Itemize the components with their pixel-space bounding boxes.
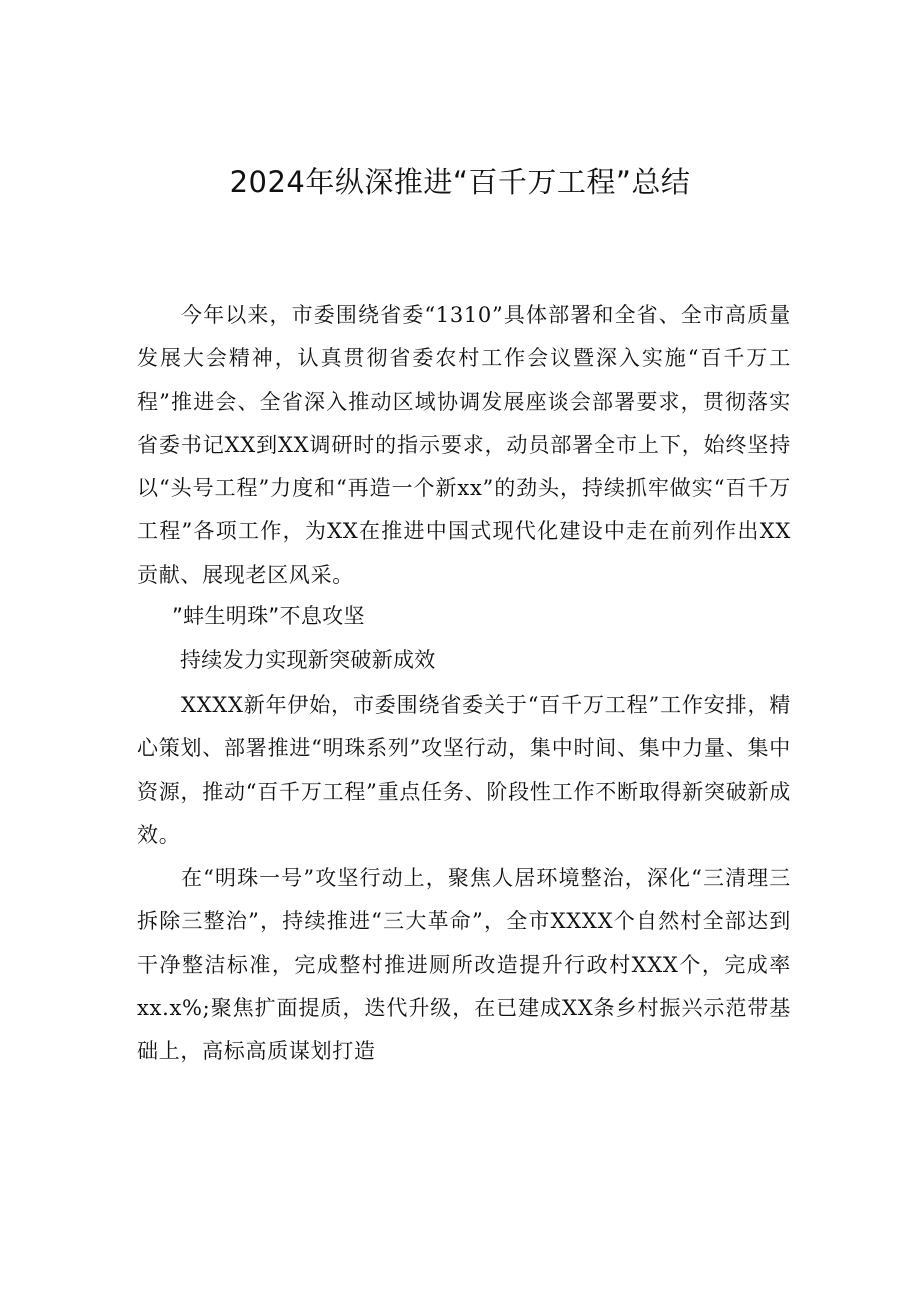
body-paragraph: 在“明珠一号”攻坚行动上，聚焦人居环境整治，深化“三清理三拆除三整治”，持续推进“三大革命”，全市XXXX个自然村全部达到干净整洁标准，完成整村推进厕所改造提升行政村XXX个，完成率xx.x%;聚焦扩面提质，迭代升级，在已建成XX条乡村振兴示范带基础上，高标高质谋划打造 bbox=[137, 866, 791, 1064]
body-paragraph: XXXX新年伊始，市委围绕省委关于“百千万工程”工作安排，精心策划、部署推进“明珠系列”攻坚行动，集中时间、集中力量、集中资源，推动“百千万工程”重点任务、阶段性工作不断取得新突破新成效。 bbox=[137, 693, 791, 847]
document-title: 2024年纵深推进“百千万工程”总结 bbox=[229, 165, 691, 199]
intro-paragraph: 今年以来，市委围绕省委“1310”具体部署和全省、全市高质量发展大会精神，认真贯彻省委农村工作会议暨深入实施“百千万工程”推进会、全省深入推动区域协调发展座谈会部署要求，贯彻落实省委书记XX到XX调研时的指示要求，动员部署全市上下，始终坚持以“头号工程”力度和“再造一个新xx”的劲头，持续抓牢做实“百千万工程”各项工作，为XX在推进中国式现代化建设中走在前列作出XX贡献、展现老区风采。 bbox=[137, 303, 791, 587]
section-heading: ”蚌生明珠”不息攻坚 bbox=[172, 604, 365, 628]
section-subheading: 持续发力实现新突破新成效 bbox=[180, 648, 436, 672]
